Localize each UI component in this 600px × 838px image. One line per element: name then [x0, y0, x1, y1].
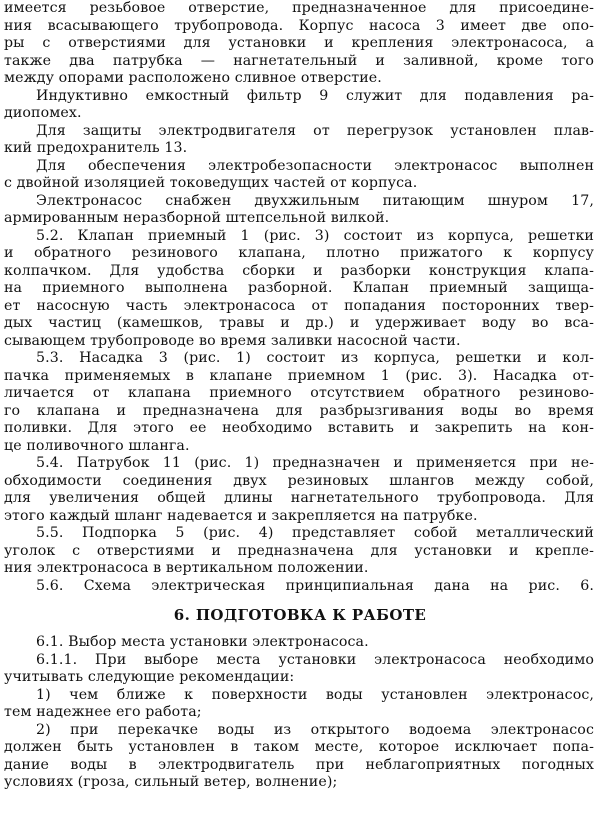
text-line: ет насосную часть электронасоса от попадания посторонних твер- [4, 297, 594, 314]
text-line: колпачком. Для удобства сборки и разборки конструкция клапа- [4, 262, 594, 279]
text-line: це поливочного шланга. [4, 437, 190, 454]
text-line: Индуктивно емкостный фильтр 9 служит для подавления ра- [36, 87, 594, 104]
text-line: дание воды в электродвигатель при неблагоприятных погодных [4, 756, 594, 773]
text-line: го клапана и предназначена для разбрызгивания воды во время [4, 402, 594, 419]
text-line: поливки. Для этого ее необходимо вставить и закрепить на кон- [4, 420, 594, 436]
text-line: с двойной изоляцией токоведущих частей от корпуса. [4, 175, 418, 191]
text-line: 5.2. Клапан приемный 1 (рис. 3) состоит из корпуса, решетки [36, 227, 594, 244]
text-line: ния электронасоса в вертикальном положении. [4, 560, 369, 576]
text-line: 2) при перекачке воды из открытого водоема электронасос [36, 721, 594, 738]
text-line: обходимости соединения двух резиновых шлангов между собой, [4, 472, 594, 489]
text-line: 6.1. Выбор места установки электронасоса. [36, 634, 369, 650]
text-line: дых частиц (камешков, травы и др.) и удерживает воду во вса- [4, 315, 594, 331]
text-line: 5.4. Патрубок 11 (рис. 1) предназначен и применяется при не- [36, 455, 594, 471]
text-line: Электронасос снабжен двухжильным питающим шнуром 17, [36, 192, 594, 209]
text-line: учитывать следующие рекомендации: [4, 669, 295, 685]
text-line: 5.6. Схема электрическая принципиальная дана на рис. 6. [36, 577, 594, 594]
text-line: ры с отверстиями для установки и крепления электронасоса, а [4, 35, 594, 51]
text-line: тем надежнее его работа; [4, 704, 202, 720]
text-line: уголок с отверстиями и предназначена для установки и крепле- [4, 542, 594, 559]
text-line: сывающем трубопроводе во время заливки насосной части. [4, 332, 461, 349]
text-line: на приемного выполнена разборной. Клапан приемный защища- [4, 280, 594, 296]
text-line: пачка применяемых в клапане приемном 1 (рис. 3). Насадка от- [4, 367, 594, 384]
text-line: кий предохранитель 13. [4, 140, 188, 156]
text-line: между опорами расположено сливное отверстие. [4, 70, 382, 86]
text-line: 5.3. Насадка 3 (рис. 1) состоит из корпуса, решетки и кол- [36, 350, 594, 366]
text-line: также два патрубка — нагнетательный и заливной, кроме того [4, 52, 594, 69]
section-heading: 6. ПОДГОТОВКА К РАБОТЕ [173, 606, 427, 624]
text-line: имеется резьбовое отверстие, предназначенное для присоедине- [4, 0, 594, 16]
text-line: 6.1.1. При выборе места установки электронасоса необходимо [36, 651, 594, 668]
text-line: этого каждый шланг надевается и закрепляется на патрубке. [4, 507, 478, 524]
text-line: и обратного резинового клапана, плотно прижатого к корпусу [4, 245, 594, 261]
text-line: 1) чем ближе к поверхности воды установлен электронасос, [36, 686, 594, 703]
text-line: для увеличения общей длины нагнетательного трубопровода. Для [4, 490, 594, 506]
text-line: Для защиты электродвигателя от перегрузок установлен плав- [36, 122, 594, 139]
text-line: Для обеспечения электробезопасности электронасос выполнен [36, 157, 594, 174]
text-line: личается от клапана приемного отсутствием обратного резиново- [4, 385, 594, 401]
text-line: 5.5. Подпорка 5 (рис. 4) представляет собой металлический [36, 525, 594, 541]
text-line: армированным неразборной штепсельной вилкой. [4, 210, 390, 226]
text-line: должен быть установлен в таком месте, которое исключает попа- [4, 739, 594, 755]
text-line: диопомех. [4, 105, 82, 121]
text-line: ния всасывающего трубопровода. Корпус насоса 3 имеет две опо- [4, 17, 594, 34]
text-line: условиях (гроза, сильный ветер, волнение); [4, 774, 338, 790]
